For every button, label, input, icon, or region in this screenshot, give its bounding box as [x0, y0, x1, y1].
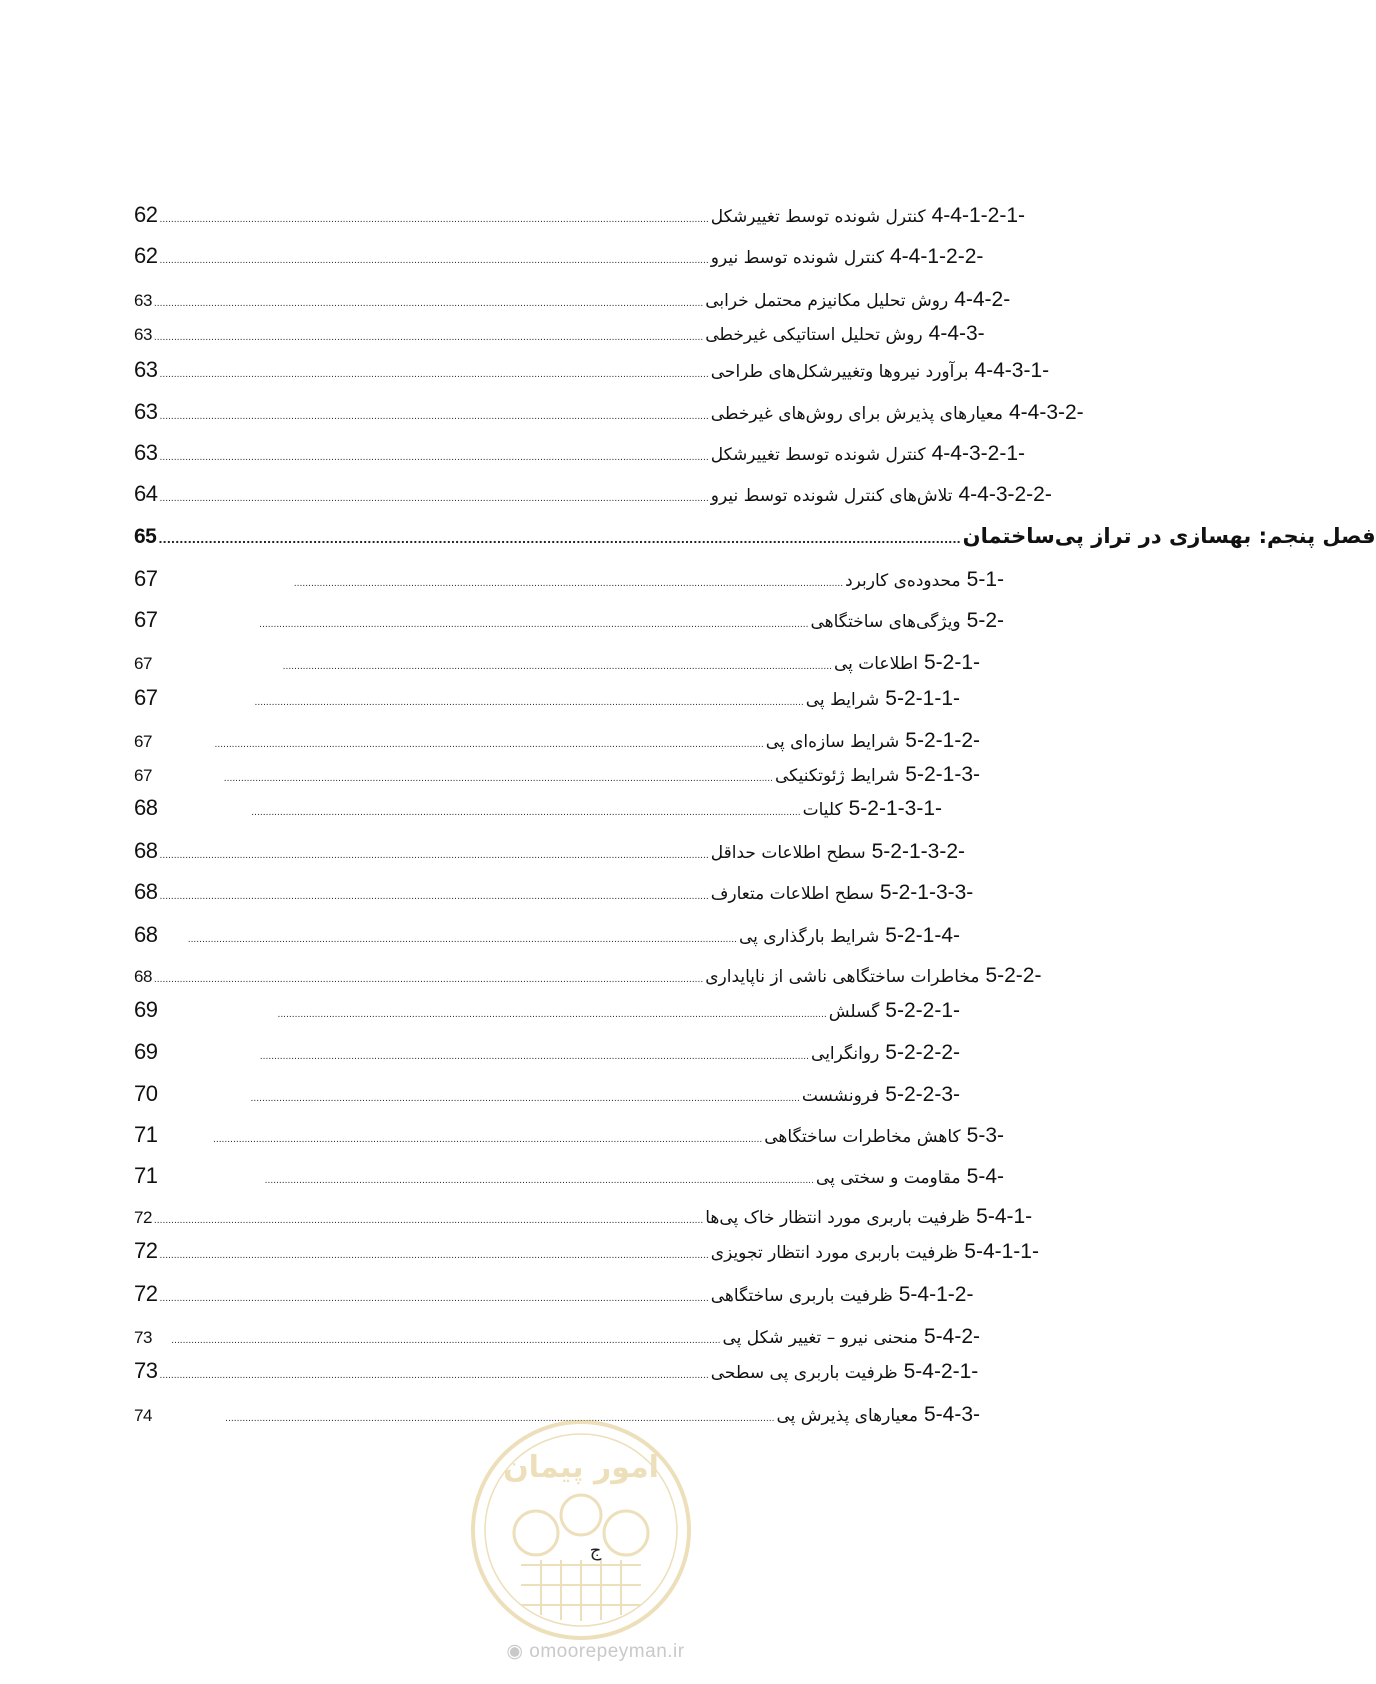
toc-entry	[134, 1122, 1004, 1148]
toc-title: ویژگی‌های ساختگاهی	[810, 612, 961, 632]
toc-leader-dots: ................................................................................................................................................................................................	[277, 1010, 827, 1020]
toc-section-number: 5-2-2-3-	[885, 1083, 960, 1106]
svg-text:امور پیمان: امور پیمان	[503, 1450, 659, 1485]
toc-entry	[134, 1205, 1033, 1229]
toc-page-number: 72	[134, 1281, 158, 1306]
toc-entry	[134, 243, 984, 269]
toc-title: ظرفیت باربری مورد انتظار خاک پی‌ها	[705, 1208, 971, 1228]
toc-entry	[134, 795, 942, 821]
toc-page-number: 67	[134, 566, 158, 591]
toc-section-number: 4-4-1-2-1-	[931, 204, 1025, 227]
toc-title: سطح اطلاعات متعارف	[710, 884, 874, 904]
toc-entry	[134, 651, 980, 675]
toc-section-number: 5-2-1-	[923, 651, 980, 674]
toc-title: ظرفیت باربری ساختگاهی	[710, 1286, 893, 1306]
toc-leader-dots: ................................................................................................................................................................................................	[259, 1052, 810, 1062]
toc-entry	[134, 997, 960, 1023]
toc-chapter-title: فصل پنجم: بهسازی در تراز پی‌ساختمان	[962, 524, 1376, 548]
toc-section-number: 4-4-3-2-1-	[931, 442, 1025, 465]
toc-page-number: 74	[134, 1406, 152, 1425]
toc-leader-dots: ................................................................................................................................................................................................	[214, 740, 764, 750]
toc-leader-dots: ................................................................................................................................................................................................	[212, 1135, 763, 1145]
toc-section-number: 5-4-2-1-	[903, 1360, 979, 1383]
toc-section-number: 5-2-1-3-1-	[848, 797, 942, 820]
toc-entry	[134, 1358, 979, 1384]
toc-title: مقاومت و سختی پی	[815, 1168, 961, 1188]
toc-leader-dots: ................................................................................................................................................................................................	[293, 579, 844, 589]
toc-leader-dots: ................................................................................................................................................................................................	[158, 533, 961, 546]
toc-leader-dots: ................................................................................................................................................................................................	[251, 808, 801, 818]
toc-page-number: 71	[134, 1163, 158, 1188]
toc-section-number: 5-4-1-	[976, 1205, 1033, 1228]
toc-section-number: 5-4-2-	[923, 1325, 980, 1348]
toc-title: شرایط سازه‌ای پی	[765, 732, 900, 752]
toc-page-number: 63	[134, 440, 158, 465]
toc-entry	[134, 1163, 1004, 1189]
toc-title: روانگرایی	[811, 1044, 880, 1064]
toc-section-number: 5-2-2-2-	[885, 1041, 960, 1064]
toc-entry	[134, 922, 960, 948]
toc-leader-dots: ................................................................................................................................................................................................	[159, 1294, 709, 1304]
toc-entry	[134, 838, 965, 864]
toc-leader-dots: ................................................................................................................................................................................................	[159, 851, 709, 861]
toc-leader-dots: ................................................................................................................................................................................................	[254, 698, 804, 708]
toc-section-number: 5-2-1-3-3-	[879, 881, 974, 904]
toc-title: شرایط ژئوتکنیکی	[775, 766, 900, 786]
toc-title: مخاطرات ساختگاهی ناشی از ناپایداری	[705, 967, 980, 987]
toc-page-number: 68	[134, 838, 158, 863]
toc-entry	[134, 763, 980, 787]
toc-entry	[134, 1281, 974, 1307]
toc-title: کلیات	[802, 800, 843, 820]
toc-title: روش تحلیل استاتیکی غیرخطی	[705, 325, 923, 345]
toc-section-number: 5-3-	[966, 1124, 1004, 1147]
toc-section-number: 4-4-3-2-	[1008, 401, 1084, 424]
toc-section-number: 4-4-1-2-2-	[890, 245, 984, 268]
toc-section-number: 5-2-1-3-	[905, 763, 980, 786]
toc-section-number: 4-4-3-	[928, 322, 985, 345]
toc-title: معیارهای پذیرش برای روش‌های غیرخطی	[710, 404, 1003, 424]
toc-leader-dots: ................................................................................................................................................................................................	[159, 256, 709, 266]
toc-section-number: 4-4-3-1-	[974, 359, 1050, 382]
toc-entry	[134, 322, 985, 346]
toc-page-number: 65	[134, 525, 157, 548]
toc-title: کاهش مخاطرات ساختگاهی	[764, 1127, 961, 1147]
toc-page-number: 62	[134, 243, 158, 268]
toc-page-number: 68	[134, 922, 158, 947]
toc-title: کنترل شونده توسط نیرو	[710, 248, 884, 268]
toc-page-number: 68	[134, 879, 158, 904]
toc-entry	[134, 566, 1004, 592]
toc-page-number: 67	[134, 654, 152, 673]
toc-page-number: 69	[134, 1039, 158, 1064]
watermark-website: ◉ omoorepeyman.ir	[506, 1641, 685, 1662]
toc-entry	[134, 1081, 960, 1107]
toc-leader-dots: ................................................................................................................................................................................................	[264, 1176, 814, 1186]
toc-title: شرایط بارگذاری پی	[738, 927, 880, 947]
watermark-seal-logo	[466, 1415, 696, 1645]
toc-leader-dots: ................................................................................................................................................................................................	[159, 215, 709, 225]
toc-leader-dots: ................................................................................................................................................................................................	[159, 494, 709, 504]
toc-entry	[134, 288, 1011, 312]
toc-section-number: 5-2-2-1-	[885, 999, 960, 1022]
toc-entry	[134, 685, 960, 711]
toc-leader-dots: ................................................................................................................................................................................................	[259, 620, 809, 630]
toc-title: کنترل شونده توسط تغییرشکل	[710, 207, 926, 227]
toc-section-number: 5-4-	[966, 1165, 1004, 1188]
toc-section-number: 5-2-1-4-	[885, 924, 960, 947]
toc-section-number: 4-4-2-	[954, 288, 1011, 311]
toc-title: شرایط پی	[805, 690, 880, 710]
toc-title: روش تحلیل مکانیزم محتمل خرابی	[705, 291, 949, 311]
toc-page-number: 68	[134, 967, 152, 986]
toc-leader-dots: ................................................................................................................................................................................................	[171, 1336, 721, 1346]
toc-page-number: 72	[134, 1208, 152, 1227]
toc-title: معیارهای پذیرش پی	[776, 1406, 918, 1426]
toc-leader-dots: ................................................................................................................................................................................................	[159, 412, 709, 422]
toc-page-number: 71	[134, 1122, 158, 1147]
toc-chapter-entry	[134, 524, 1376, 549]
toc-entry	[134, 607, 1004, 633]
toc-leader-dots: ................................................................................................................................................................................................	[159, 892, 709, 902]
toc-leader-dots: ................................................................................................................................................................................................	[153, 975, 704, 985]
toc-entry	[134, 1238, 1039, 1264]
toc-section-number: 5-1-	[966, 568, 1004, 591]
toc-section-number: 4-4-3-2-2-	[958, 483, 1052, 506]
toc-leader-dots: ................................................................................................................................................................................................	[250, 1094, 800, 1104]
toc-title: اطلاعات پی	[833, 654, 918, 674]
toc-title: سطح اطلاعات حداقل	[710, 843, 866, 863]
toc-section-number: 5-2-2-	[985, 964, 1042, 987]
toc-page-number: 73	[134, 1358, 158, 1383]
toc-leader-dots: ................................................................................................................................................................................................	[153, 299, 704, 309]
toc-section-number: 5-2-1-3-2-	[871, 840, 965, 863]
toc-page-number: 70	[134, 1081, 158, 1106]
toc-page-number: 67	[134, 766, 152, 785]
toc-entry	[134, 481, 1052, 507]
toc-leader-dots: ................................................................................................................................................................................................	[225, 1414, 775, 1424]
toc-entry	[134, 879, 974, 905]
page-number: ج	[589, 1540, 602, 1561]
toc-page-number: 72	[134, 1238, 158, 1263]
toc-leader-dots: ................................................................................................................................................................................................	[223, 774, 774, 784]
toc-title: فرونشست	[801, 1086, 880, 1106]
toc-title: ظرفیت باربری پی سطحی	[710, 1363, 898, 1383]
toc-page-number: 63	[134, 325, 152, 344]
toc-entry	[134, 399, 1084, 425]
toc-page-number: 63	[134, 291, 152, 310]
toc-leader-dots: ................................................................................................................................................................................................	[282, 662, 832, 672]
toc-entry	[134, 729, 980, 753]
toc-section-number: 5-2-1-2-	[905, 729, 980, 752]
toc-leader-dots: ................................................................................................................................................................................................	[159, 370, 709, 380]
toc-page-number: 68	[134, 795, 158, 820]
toc-entry	[134, 357, 1050, 383]
toc-title: ظرفیت باربری مورد انتظار تجویزی	[710, 1243, 959, 1263]
toc-page-number: 63	[134, 357, 158, 382]
toc-title: برآورد نیروها وتغییرشکل‌های طراحی	[710, 362, 969, 382]
toc-section-number: 5-4-1-2-	[898, 1283, 974, 1306]
toc-page-number: 67	[134, 732, 152, 751]
toc-entry	[134, 202, 1025, 228]
toc-entry	[134, 1325, 980, 1349]
toc-section-number: 5-2-1-1-	[885, 687, 960, 710]
toc-page-number: 63	[134, 399, 158, 424]
watermark-website-text: omoorepeyman.ir	[529, 1641, 685, 1662]
toc-leader-dots: ................................................................................................................................................................................................	[159, 1371, 709, 1381]
toc-page-number: 64	[134, 481, 158, 506]
toc-page-number: 69	[134, 997, 158, 1022]
toc-title: تلاش‌های کنترل شونده توسط نیرو	[710, 486, 953, 506]
toc-leader-dots: ................................................................................................................................................................................................	[153, 1216, 704, 1226]
toc-entry	[134, 440, 1025, 466]
toc-page-number: 62	[134, 202, 158, 227]
toc-section-number: 5-4-3-	[923, 1403, 980, 1426]
toc-page-number: 73	[134, 1328, 152, 1347]
toc-title: محدوده‌ی کاربرد	[845, 571, 961, 591]
toc-leader-dots: ................................................................................................................................................................................................	[153, 333, 704, 343]
toc-page-number: 67	[134, 607, 158, 632]
toc-title: گسلش	[828, 1002, 880, 1022]
toc-leader-dots: ................................................................................................................................................................................................	[187, 935, 737, 945]
toc-entry	[134, 964, 1042, 988]
toc-leader-dots: ................................................................................................................................................................................................	[159, 1251, 709, 1261]
toc-entry	[134, 1039, 960, 1065]
toc-section-number: 5-4-1-1-	[964, 1240, 1039, 1263]
toc-section-number: 5-2-	[966, 609, 1004, 632]
toc-title: کنترل شونده توسط تغییرشکل	[710, 445, 926, 465]
toc-leader-dots: ................................................................................................................................................................................................	[159, 453, 709, 463]
toc-page-number: 67	[134, 685, 158, 710]
toc-title: منحنی نیرو – تغییر شکل پی	[722, 1328, 918, 1348]
